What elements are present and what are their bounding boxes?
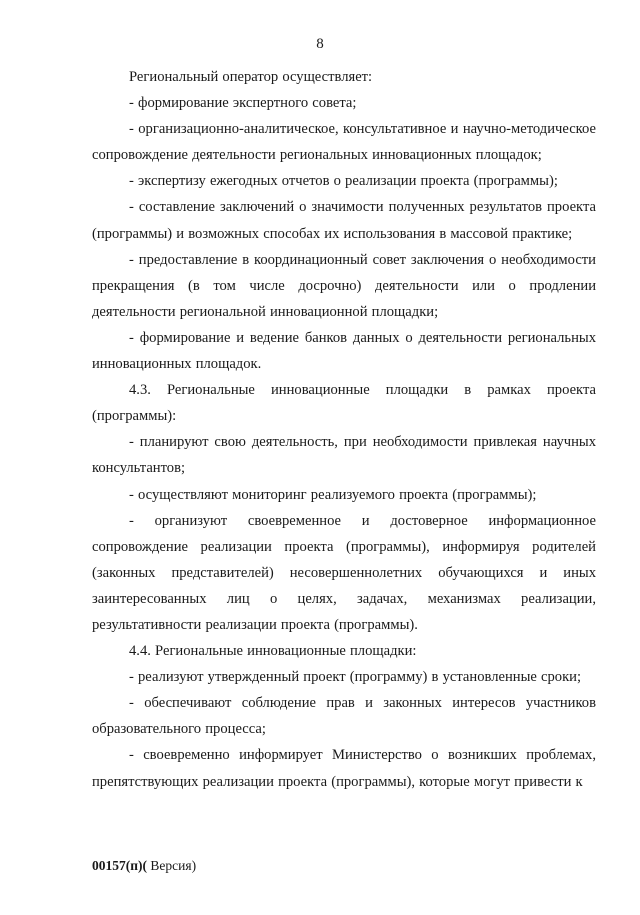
paragraph-section-4-3: 4.3. Региональные инновационные площадки в рамках проекта (программы): [92, 382, 596, 425]
paragraph-implementation: - реализуют утвержденный проект (программу) в установленные сроки; [129, 669, 582, 686]
document-code: 00157(п)( [92, 858, 148, 873]
document-footer [92, 858, 196, 874]
paragraph-rights-compliance: - обеспечивают соблюдение прав и законных интересов участников образовательного процесса; [92, 695, 596, 738]
paragraph-regional-operator-intro: Региональный оператор осуществляет: [129, 69, 373, 85]
paragraph-section-4-4: 4.4. Региональные инновационные площадки: [129, 643, 417, 660]
paragraph-expert-council: - формирование экспертного совета; [129, 95, 357, 112]
document-version: Версия) [147, 858, 197, 873]
paragraph-monitoring: - осуществляют мониторинг реализуемого проекта (программы); [129, 486, 537, 503]
document-body [92, 64, 596, 795]
paragraph-conclusions: - составление заключений о значимости полученных результатов проекта (программы) и возможных способах их использования в массовой практике; [92, 199, 596, 242]
paragraph-reports-expertise: - экспертизу ежегодных отчетов о реализации проекта (программы); [129, 173, 558, 190]
paragraph-inform-ministry: - своевременно информирует Министерство о возникших проблемах, препятствующих реализации проекта (программы), которые могут привести к [92, 747, 596, 790]
paragraph-coordination-council: - предоставление в координационный совет заключения о необходимости прекращения (в том числе досрочно) деятельности или о продлении деятельности региональной инновационной площадки; [92, 251, 596, 320]
page-number: 8 [316, 36, 324, 52]
paragraph-information-support: - организуют своевременное и достоверное информационное сопровождение реализации проекта (программы), информируя родителей (законных представителей) несовершеннолетних обучающихся и иных заинтересованных лиц о целях, задачах, механизмах реализации, результативности реализации проекта (программы). [92, 512, 596, 633]
paragraph-databanks: - формирование и ведение банков данных о деятельности региональных инновационных площадок. [92, 329, 596, 373]
paragraph-methodological-support: - организационно-аналитическое, консультативное и научно-методическое сопровождение деятельности региональных инновационных площадок; [92, 121, 596, 164]
paragraph-planning: - планируют свою деятельность, при необходимости привлекая научных консультантов; [92, 434, 596, 477]
